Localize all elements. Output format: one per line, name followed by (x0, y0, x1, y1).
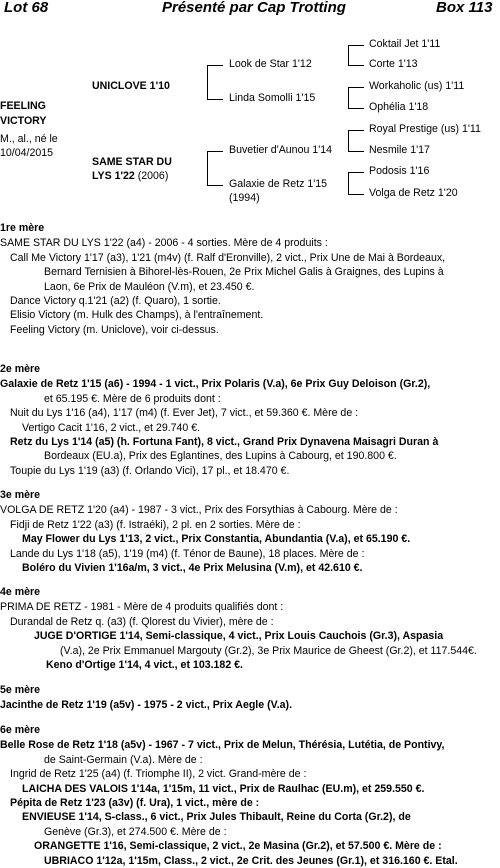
product-line-cont: Bernard Ternisien à Bihorel-lès-Rouen, 2e Prix Michel Galis à Graignes, des Lupins à (44, 266, 444, 279)
product-line: Toupie du Lys 1'19 (a3) (f. Orlando Vici), 17 pl., et 18.470 €. (10, 464, 290, 477)
product-line: Pépita de Retz 1'23 (a3v) (f. Ura), 1 vict., mère de : (10, 797, 260, 810)
grandsire-2: Buvetier d'Aunou 1'14 (229, 144, 332, 156)
product-line-cont: Laon, 6e Prix de Mauléon (V.m), et 23.450 €. (44, 280, 255, 293)
ggp-5: Royal Prestige (us) 1'11 (369, 123, 481, 135)
dam-line-2 (92, 169, 168, 183)
mother-line-cont: et 65.195 €. Mère de 6 produits dont : (44, 392, 221, 405)
dam-name-cont: LYS 1'22 (92, 170, 135, 182)
product-line: Dance Victory q.1'21 (a2) (f. Quaro), 1 sortie. (10, 295, 221, 308)
lot-number: Lot 68 (4, 0, 49, 16)
ggp-4: Ophélia 1'18 (369, 101, 429, 113)
mother-line: SAME STAR DU LYS 1'22 (a4) - 2006 - 4 sorties. Mère de 4 produits : (0, 237, 328, 250)
section-5e-mere (0, 683, 500, 713)
presenter: Présenté par Cap Trotting (162, 0, 346, 16)
product-line: May Flower du Lys 1'13, 2 vict., Prix Constantia, Abundantia (V.a), et 65.190 €. (22, 533, 411, 546)
box-number: Box 113 (436, 0, 493, 16)
mother-line: Galaxie de Retz 1'15 (a6) - 1994 - 1 vict., Prix Polaris (V.a), 6e Prix Guy Deloison (Gr.2), (0, 378, 431, 391)
product-line: Call Me Victory 1'17 (a3), 1'21 (m4v) (f. Ralf d'Eronville), 2 vict., Prix Une de Mai à Bordeaux, (10, 251, 446, 264)
product-line: Feeling Victory (m. Uniclove), voir ci-dessus. (10, 323, 219, 336)
product-line: Ingrid de Retz 1'25 (a4) (f. Triomphe II), 2 vict. Grand-mère de : (10, 768, 307, 781)
product-line: ORANGETTE 1'16, Semi-classique, 2 vict., 2e Masina (Gr.2), et 57.500 €. Mère de : (34, 840, 442, 853)
mother-line: Jacinthe de Retz 1'19 (a5v) - 1975 - 2 vict., Prix Aegle (V.a). (0, 699, 293, 712)
dam-year: (2006) (137, 170, 169, 182)
product-line: LAICHA DES VALOIS 1'14a, 1'15m, 11 vict., Prix de Raulhac (EU.m), et 259.550 €. (22, 782, 425, 795)
product-line: Vertigo Cacit 1'16, 2 vict., et 29.740 €. (22, 421, 201, 434)
horse-name: FEELING (0, 100, 46, 112)
section-1re-mere (0, 221, 500, 337)
horse-name-2: VICTORY (0, 115, 47, 127)
section-2e-mere (0, 362, 500, 478)
dam: SAME STAR DU (92, 156, 172, 168)
section-title: 4e mère (0, 586, 41, 598)
mother-line: Belle Rose de Retz 1'18 (a5v) - 1967 - 7 vict., Prix de Melun, Thérésia, Lutétia, de Pontivy, (0, 739, 445, 752)
product-line: Boléro du Vivien 1'16a/m, 3 vict., 4e Prix Melusina (V.m), et 42.610 €. (22, 562, 363, 575)
section-3e-mere (0, 488, 500, 575)
grandsire-1: Look de Star 1'12 (229, 58, 312, 70)
mother-line: PRIMA DE RETZ - 1981 - Mère de 4 produits qualifiés dont : (0, 601, 284, 614)
section-title: 6e mère (0, 724, 41, 736)
horse-birthdate: 10/04/2015 (0, 147, 54, 159)
horse-info: M., al., né le (0, 133, 58, 145)
mother-line-cont: de Saint-Germain (V.a). Mère de : (44, 753, 203, 766)
ggp-3: Workaholic (us) 1'11 (369, 80, 465, 92)
product-line-cont: Bordeaux (EU.a), Prix des Eglantines, des Lupins à Cabourg, et 190.800 €. (44, 450, 397, 463)
ggp-6: Nesmile 1'17 (369, 144, 430, 156)
product-line: Lande du Lys 1'18 (a5), 1'19 (m4) (f. Ténor de Baune), 18 places. Mère de : (10, 547, 365, 560)
product-line: Keno d'Ortige 1'14, 4 vict., et 103.182 €. (46, 659, 243, 672)
product-line-cont: Genève (Gr.3), et 274.500 €. Mère de : (44, 825, 227, 838)
product-line: Durandal de Retz q. (a3) (f. Qlorest du Vivier), mère de : (10, 615, 274, 628)
product-line: Elisio Victory (m. Hulk des Champs), à l'entraînement. (10, 309, 264, 322)
granddam-2-year: (1994) (229, 192, 260, 204)
ggp-7: Podosis 1'16 (369, 165, 430, 177)
section-title: 1re mère (0, 222, 45, 234)
granddam-2: Galaxie de Retz 1'15 (229, 178, 328, 190)
granddam-1: Linda Somolli 1'15 (229, 92, 316, 104)
section-4e-mere (0, 585, 500, 672)
ggp-1: Coktail Jet 1'11 (369, 38, 441, 50)
section-6e-mere (0, 723, 500, 868)
sire: UNICLOVE 1'10 (92, 80, 170, 92)
product-line: ENVIEUSE 1'14, S-class., 6 vict., Prix Jules Thibault, Reine du Corta (Gr.2), de (22, 811, 411, 824)
product-line: Nuit du Lys 1'16 (a4), 1'17 (m4) (f. Ever Jet), 7 vict., et 59.360 €. Mère de : (10, 407, 359, 420)
section-title: 2e mère (0, 363, 41, 375)
ggp-2: Corte 1'13 (369, 58, 418, 70)
section-title: 3e mère (0, 489, 41, 501)
mother-line: VOLGA DE RETZ 1'20 (a4) - 1987 - 3 vict., Prix des Forsythias à Cabourg. Mère de : (0, 504, 398, 517)
section-title: 5e mère (0, 684, 41, 696)
product-line: Retz du Lys 1'14 (a5) (h. Fortuna Fant), 8 vict., Grand Prix Dynavena Maisagri Duran à (10, 436, 439, 449)
product-line: JUGE D'ORTIGE 1'14, Semi-classique, 4 vict., Prix Louis Cauchois (Gr.3), Aspasia (34, 630, 444, 643)
ggp-8: Volga de Retz 1'20 (369, 187, 458, 199)
product-line-cont: (V.a), 2e Prix Emmanuel Margouty (Gr.2), 3e Prix Maurice de Gheest (Gr.2), et 117.544€. (60, 644, 477, 657)
product-line: Fidji de Retz 1'22 (a3) (f. Istraéki), 2 pl. en 2 sorties. Mère de : (10, 518, 301, 531)
product-line: UBRIACO 1'12a, 1'15m, Class., 2 vict., 2e Crit. des Jeunes (Gr.1), et 316.160 €. Etal. (44, 854, 458, 867)
